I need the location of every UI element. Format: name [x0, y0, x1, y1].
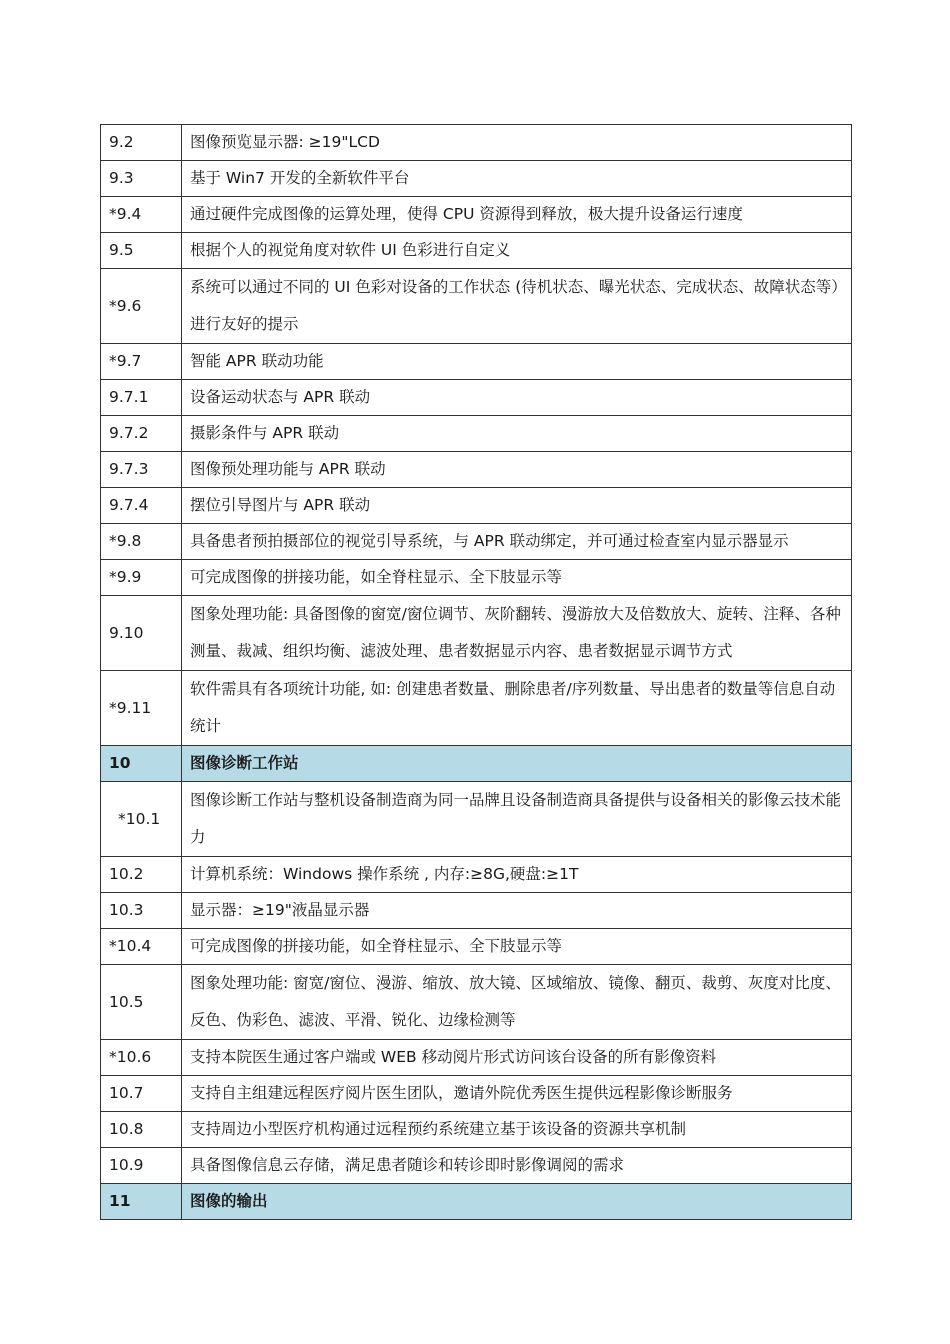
item-description: 摄影条件与 APR 联动 [182, 416, 852, 452]
item-number: 10.5 [101, 965, 182, 1040]
item-number: 9.7.3 [101, 452, 182, 488]
item-description: 图像预览显示器: ≥19"LCD [182, 125, 852, 161]
item-description: 软件需具有各项统计功能, 如: 创建患者数量、删除患者/序列数量、导出患者的数量等信息自动统计 [182, 671, 852, 746]
item-description: 支持本院医生通过客户端或 WEB 移动阅片形式访问该台设备的所有影像资料 [182, 1040, 852, 1076]
item-description: 摆位引导图片与 APR 联动 [182, 488, 852, 524]
table-row [101, 233, 852, 269]
item-description: 计算机系统：Windows 操作系统 , 内存:≥8G,硬盘:≥1T [182, 857, 852, 893]
section-title: 图像诊断工作站 [182, 746, 852, 782]
item-description: 通过硬件完成图像的运算处理，使得 CPU 资源得到释放，极大提升设备运行速度 [182, 197, 852, 233]
spec-table [100, 124, 852, 1220]
item-number: 9.7.2 [101, 416, 182, 452]
item-number: 10.2 [101, 857, 182, 893]
table-row [101, 596, 852, 671]
table-row [101, 857, 852, 893]
table-row [101, 197, 852, 233]
table-row [101, 416, 852, 452]
item-description: 具备患者预拍摄部位的视觉引导系统，与 APR 联动绑定，并可通过检查室内显示器显示 [182, 524, 852, 560]
section-number: 11 [101, 1184, 182, 1220]
item-number: *10.6 [101, 1040, 182, 1076]
item-number: *9.6 [101, 269, 182, 344]
table-row [101, 524, 852, 560]
item-number: *9.11 [101, 671, 182, 746]
section-header-row [101, 1184, 852, 1220]
table-row [101, 488, 852, 524]
table-row [101, 125, 852, 161]
item-description: 具备图像信息云存储，满足患者随诊和转诊即时影像调阅的需求 [182, 1148, 852, 1184]
section-header-row [101, 746, 852, 782]
item-number: 9.5 [101, 233, 182, 269]
table-row [101, 1076, 852, 1112]
item-number: 9.7.1 [101, 380, 182, 416]
item-description: 可完成图像的拼接功能，如全脊柱显示、全下肢显示等 [182, 929, 852, 965]
item-number: 10.9 [101, 1148, 182, 1184]
table-row [101, 893, 852, 929]
item-number: 9.2 [101, 125, 182, 161]
table-row [101, 161, 852, 197]
item-number: 9.3 [101, 161, 182, 197]
table-row [101, 344, 852, 380]
item-number: 10.7 [101, 1076, 182, 1112]
item-number: *10.1 [101, 782, 182, 857]
table-row [101, 965, 852, 1040]
item-number: *10.4 [101, 929, 182, 965]
item-description: 系统可以通过不同的 UI 色彩对设备的工作状态 (待机状态、曝光状态、完成状态、故障状态等）进行友好的提示 [182, 269, 852, 344]
item-number: *9.7 [101, 344, 182, 380]
table-row [101, 782, 852, 857]
section-title: 图像的输出 [182, 1184, 852, 1220]
table-row [101, 671, 852, 746]
item-number: 9.7.4 [101, 488, 182, 524]
item-number: 10.8 [101, 1112, 182, 1148]
item-description: 支持周边小型医疗机构通过远程预约系统建立基于该设备的资源共享机制 [182, 1112, 852, 1148]
item-number: *9.8 [101, 524, 182, 560]
item-number: *9.9 [101, 560, 182, 596]
table-row [101, 929, 852, 965]
item-description: 图象处理功能: 窗宽/窗位、漫游、缩放、放大镜、区域缩放、镜像、翻页、裁剪、灰度对比度、反色、伪彩色、滤波、平滑、锐化、边缘检测等 [182, 965, 852, 1040]
item-description: 根据个人的视觉角度对软件 UI 色彩进行自定义 [182, 233, 852, 269]
item-description: 图像预处理功能与 APR 联动 [182, 452, 852, 488]
table-row [101, 269, 852, 344]
section-number: 10 [101, 746, 182, 782]
item-description: 可完成图像的拼接功能，如全脊柱显示、全下肢显示等 [182, 560, 852, 596]
item-description: 图象处理功能: 具备图像的窗宽/窗位调节、灰阶翻转、漫游放大及倍数放大、旋转、注释、各种测量、裁减、组织均衡、滤波处理、患者数据显示内容、患者数据显示调节方式 [182, 596, 852, 671]
item-number: *9.4 [101, 197, 182, 233]
item-description: 设备运动状态与 APR 联动 [182, 380, 852, 416]
table-row [101, 1148, 852, 1184]
item-description: 支持自主组建远程医疗阅片医生团队，邀请外院优秀医生提供远程影像诊断服务 [182, 1076, 852, 1112]
item-description: 智能 APR 联动功能 [182, 344, 852, 380]
table-row [101, 560, 852, 596]
item-number: 9.10 [101, 596, 182, 671]
table-row [101, 452, 852, 488]
item-number: 10.3 [101, 893, 182, 929]
table-row [101, 1040, 852, 1076]
item-description: 图像诊断工作站与整机设备制造商为同一品牌且设备制造商具备提供与设备相关的影像云技术能力 [182, 782, 852, 857]
table-row [101, 380, 852, 416]
item-description: 显示器：≥19"液晶显示器 [182, 893, 852, 929]
item-description: 基于 Win7 开发的全新软件平台 [182, 161, 852, 197]
table-row [101, 1112, 852, 1148]
